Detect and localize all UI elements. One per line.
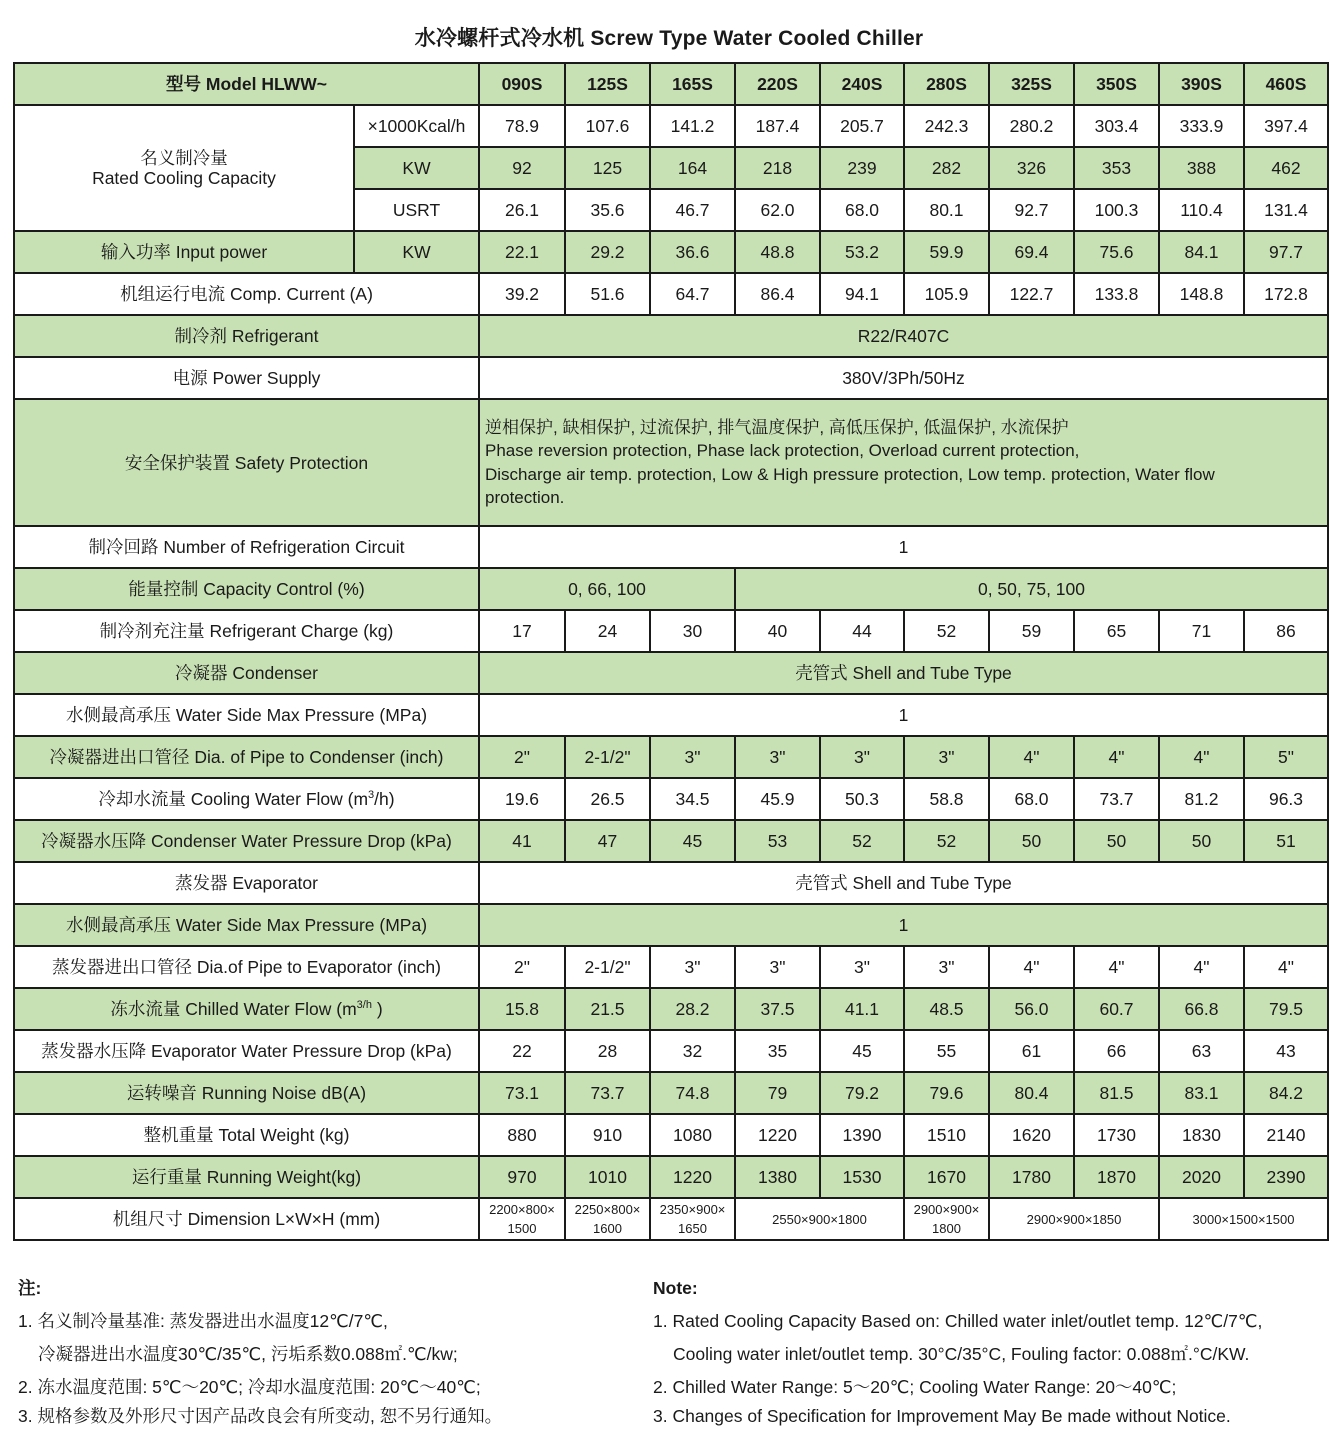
cell: 1510 bbox=[904, 1114, 989, 1156]
cell: 100.3 bbox=[1074, 189, 1159, 231]
cell: 205.7 bbox=[820, 105, 904, 147]
cell: 910 bbox=[565, 1114, 650, 1156]
cell: 133.8 bbox=[1074, 273, 1159, 315]
cooling-water-flow-label bbox=[14, 778, 479, 820]
refrigerant-label: 制冷剂 Refrigerant bbox=[14, 315, 479, 357]
cell: 107.6 bbox=[565, 105, 650, 147]
cell: 53.2 bbox=[820, 231, 904, 273]
cell: 28 bbox=[565, 1030, 650, 1072]
cell: 5" bbox=[1244, 736, 1328, 778]
cell: 79.5 bbox=[1244, 988, 1328, 1030]
cell: 2140 bbox=[1244, 1114, 1328, 1156]
evap-pressure-drop-label: 蒸发器水压降 Evaporator Water Pressure Drop (kPa) bbox=[14, 1030, 479, 1072]
cell: 78.9 bbox=[479, 105, 565, 147]
dimension-125s bbox=[565, 1198, 650, 1240]
cell: 41 bbox=[479, 820, 565, 862]
cell: 4" bbox=[989, 736, 1074, 778]
cell: 4" bbox=[1244, 946, 1328, 988]
cell: 880 bbox=[479, 1114, 565, 1156]
rated-cooling-label-en: Rated Cooling Capacity bbox=[92, 168, 276, 188]
cell: 4" bbox=[1074, 736, 1159, 778]
cell: 36.6 bbox=[650, 231, 735, 273]
cell: 79.6 bbox=[904, 1072, 989, 1114]
cell: 3" bbox=[904, 946, 989, 988]
model-220s: 220S bbox=[735, 63, 820, 105]
cell: 30 bbox=[650, 610, 735, 652]
cell: 1730 bbox=[1074, 1114, 1159, 1156]
condenser-value: 壳管式 Shell and Tube Type bbox=[479, 652, 1328, 694]
cell: 47 bbox=[565, 820, 650, 862]
cell: 280.2 bbox=[989, 105, 1074, 147]
cell: 2020 bbox=[1159, 1156, 1244, 1198]
cell: 52 bbox=[820, 820, 904, 862]
table-row bbox=[14, 778, 1328, 820]
notes-english bbox=[653, 1272, 1333, 1433]
note-en-1: 1. Rated Cooling Capacity Based on: Chilled water inlet/outlet temp. 12℃/7℃, bbox=[653, 1311, 1263, 1331]
cell: 333.9 bbox=[1159, 105, 1244, 147]
cell: 39.2 bbox=[479, 273, 565, 315]
dimension-220s-240s: 2550×900×1800 bbox=[735, 1198, 904, 1240]
cell: 24 bbox=[565, 610, 650, 652]
cell: 26.1 bbox=[479, 189, 565, 231]
dim-line: 2200×800× bbox=[489, 1202, 555, 1217]
note-cn-1: 1. 名义制冷量基准: 蒸发器进出水温度12℃/7℃, bbox=[18, 1311, 388, 1331]
cell: 2" bbox=[479, 946, 565, 988]
safety-line-cn: 逆相保护, 缺相保护, 过流保护, 排气温度保护, 高低压保护, 低温保护, 水流保护 bbox=[485, 417, 1069, 437]
cond-max-pressure-label: 水侧最高承压 Water Side Max Pressure (MPa) bbox=[14, 694, 479, 736]
cell: 2390 bbox=[1244, 1156, 1328, 1198]
table-row bbox=[14, 736, 1328, 778]
cell: 68.0 bbox=[820, 189, 904, 231]
cell: 3" bbox=[820, 736, 904, 778]
cell: 74.8 bbox=[650, 1072, 735, 1114]
model-350s: 350S bbox=[1074, 63, 1159, 105]
cell: 46.7 bbox=[650, 189, 735, 231]
cell: 32 bbox=[650, 1030, 735, 1072]
cell: 242.3 bbox=[904, 105, 989, 147]
cell: 326 bbox=[989, 147, 1074, 189]
cell: 59 bbox=[989, 610, 1074, 652]
dimension-label: 机组尺寸 Dimension L×W×H (mm) bbox=[14, 1198, 479, 1240]
cell: 53 bbox=[735, 820, 820, 862]
power-supply-label: 电源 Power Supply bbox=[14, 357, 479, 399]
cell: 462 bbox=[1244, 147, 1328, 189]
cell: 81.2 bbox=[1159, 778, 1244, 820]
cell: 86.4 bbox=[735, 273, 820, 315]
cell: 64.7 bbox=[650, 273, 735, 315]
cell: 970 bbox=[479, 1156, 565, 1198]
cond-pipe-label: 冷凝器进出口管径 Dia. of Pipe to Condenser (inch) bbox=[14, 736, 479, 778]
model-390s: 390S bbox=[1159, 63, 1244, 105]
dimension-165s bbox=[650, 1198, 735, 1240]
cell: 83.1 bbox=[1159, 1072, 1244, 1114]
cell: 73.7 bbox=[1074, 778, 1159, 820]
cell: 50 bbox=[1074, 820, 1159, 862]
cell: 22.1 bbox=[479, 231, 565, 273]
cell: 164 bbox=[650, 147, 735, 189]
cell: 172.8 bbox=[1244, 273, 1328, 315]
cell: 26.5 bbox=[565, 778, 650, 820]
label-text: 冻水流量 Chilled Water Flow (m bbox=[110, 999, 357, 1019]
condenser-label: 冷凝器 Condenser bbox=[14, 652, 479, 694]
table-row bbox=[14, 1072, 1328, 1114]
cell: 79.2 bbox=[820, 1072, 904, 1114]
cell: 1220 bbox=[735, 1114, 820, 1156]
cell: 397.4 bbox=[1244, 105, 1328, 147]
cell: 4" bbox=[1159, 946, 1244, 988]
cell: 44 bbox=[820, 610, 904, 652]
cell: 50.3 bbox=[820, 778, 904, 820]
cell: 65 bbox=[1074, 610, 1159, 652]
cell: 3" bbox=[820, 946, 904, 988]
circuits-label: 制冷回路 Number of Refrigeration Circuit bbox=[14, 526, 479, 568]
note-cn-3: 3. 规格参数及外形尺寸因产品改良会有所变动, 恕不另行通知。 bbox=[18, 1406, 503, 1426]
cell: 50 bbox=[989, 820, 1074, 862]
dim-line: 1600 bbox=[593, 1221, 622, 1236]
label-text: 冷却水流量 Cooling Water Flow (m bbox=[98, 789, 369, 809]
chilled-water-flow-label bbox=[14, 988, 479, 1030]
cell: 15.8 bbox=[479, 988, 565, 1030]
cell: 55 bbox=[904, 1030, 989, 1072]
cell: 62.0 bbox=[735, 189, 820, 231]
cell: 51.6 bbox=[565, 273, 650, 315]
cell: 1780 bbox=[989, 1156, 1074, 1198]
table-row bbox=[14, 820, 1328, 862]
cell: 21.5 bbox=[565, 988, 650, 1030]
cell: 19.6 bbox=[479, 778, 565, 820]
table-row bbox=[14, 231, 1328, 273]
cell: 45 bbox=[650, 820, 735, 862]
cell: 84.2 bbox=[1244, 1072, 1328, 1114]
safety-label: 安全保护装置 Safety Protection bbox=[14, 399, 479, 526]
cell: 58.8 bbox=[904, 778, 989, 820]
cell: 80.1 bbox=[904, 189, 989, 231]
table-row bbox=[14, 526, 1328, 568]
unit-usrt: USRT bbox=[354, 189, 479, 231]
cell: 3" bbox=[904, 736, 989, 778]
cell: 3" bbox=[735, 946, 820, 988]
cell: 3" bbox=[650, 946, 735, 988]
cell: 17 bbox=[479, 610, 565, 652]
table-row bbox=[14, 357, 1328, 399]
noise-label: 运转噪音 Running Noise dB(A) bbox=[14, 1072, 479, 1114]
table-row bbox=[14, 1156, 1328, 1198]
model-280s: 280S bbox=[904, 63, 989, 105]
model-label: 型号 Model HLWW~ bbox=[14, 63, 479, 105]
comp-current-label: 机组运行电流 Comp. Current (A) bbox=[14, 273, 479, 315]
cell: 2-1/2" bbox=[565, 946, 650, 988]
spec-table bbox=[13, 62, 1329, 1241]
cell: 4" bbox=[989, 946, 1074, 988]
refrigerant-charge-label: 制冷剂充注量 Refrigerant Charge (kg) bbox=[14, 610, 479, 652]
unit-kcal: ×1000Kcal/h bbox=[354, 105, 479, 147]
total-weight-label: 整机重量 Total Weight (kg) bbox=[14, 1114, 479, 1156]
model-460s: 460S bbox=[1244, 63, 1328, 105]
cell: 45.9 bbox=[735, 778, 820, 820]
cell: 59.9 bbox=[904, 231, 989, 273]
cell: 3" bbox=[735, 736, 820, 778]
cell: 3" bbox=[650, 736, 735, 778]
cell: 1220 bbox=[650, 1156, 735, 1198]
cell: 56.0 bbox=[989, 988, 1074, 1030]
dim-line: 1800 bbox=[932, 1221, 961, 1236]
cell: 2" bbox=[479, 736, 565, 778]
cell: 4" bbox=[1074, 946, 1159, 988]
safety-line-en: Discharge air temp. protection, Low & High pressure protection, Low temp. protection, Water flow bbox=[485, 464, 1215, 484]
table-row bbox=[14, 568, 1328, 610]
unit-kw: KW bbox=[354, 147, 479, 189]
note-cn-1-cont: 冷凝器进出水温度30℃/35℃, 污垢系数0.088㎡.℃/kw; bbox=[38, 1344, 458, 1364]
cell: 105.9 bbox=[904, 273, 989, 315]
evaporator-value: 壳管式 Shell and Tube Type bbox=[479, 862, 1328, 904]
cell: 52 bbox=[904, 610, 989, 652]
cell: 1010 bbox=[565, 1156, 650, 1198]
cell: 92.7 bbox=[989, 189, 1074, 231]
cell: 187.4 bbox=[735, 105, 820, 147]
cell: 29.2 bbox=[565, 231, 650, 273]
table-row bbox=[14, 946, 1328, 988]
cell: 37.5 bbox=[735, 988, 820, 1030]
cell: 1620 bbox=[989, 1114, 1074, 1156]
cell: 1670 bbox=[904, 1156, 989, 1198]
label-sup: 3/h bbox=[356, 999, 372, 1012]
cell: 71 bbox=[1159, 610, 1244, 652]
notes-cn-heading: 注: bbox=[18, 1278, 42, 1298]
cell: 61 bbox=[989, 1030, 1074, 1072]
cell: 122.7 bbox=[989, 273, 1074, 315]
header-row bbox=[14, 63, 1328, 105]
note-cn-2: 2. 冻水温度范围: 5℃～20℃; 冷却水温度范围: 20℃～40℃; bbox=[18, 1377, 481, 1397]
table-row bbox=[14, 105, 1328, 147]
cell: 148.8 bbox=[1159, 273, 1244, 315]
evap-max-pressure-value: 1 bbox=[479, 904, 1328, 946]
table-row bbox=[14, 1198, 1328, 1240]
cell: 97.7 bbox=[1244, 231, 1328, 273]
table-row bbox=[14, 652, 1328, 694]
cell: 388 bbox=[1159, 147, 1244, 189]
cell: 353 bbox=[1074, 147, 1159, 189]
capacity-control-value-b: 0, 50, 75, 100 bbox=[735, 568, 1328, 610]
power-supply-value: 380V/3Ph/50Hz bbox=[479, 357, 1328, 399]
safety-line-en: Phase reversion protection, Phase lack protection, Overload current protection, bbox=[485, 441, 1080, 460]
notes-en-heading: Note: bbox=[653, 1278, 698, 1298]
cell: 75.6 bbox=[1074, 231, 1159, 273]
cell: 51 bbox=[1244, 820, 1328, 862]
cell: 81.5 bbox=[1074, 1072, 1159, 1114]
model-240s: 240S bbox=[820, 63, 904, 105]
cell: 41.1 bbox=[820, 988, 904, 1030]
capacity-control-label: 能量控制 Capacity Control (%) bbox=[14, 568, 479, 610]
cell: 1870 bbox=[1074, 1156, 1159, 1198]
cell: 73.1 bbox=[479, 1072, 565, 1114]
cell: 48.8 bbox=[735, 231, 820, 273]
table-row bbox=[14, 904, 1328, 946]
label-sup: 3 bbox=[368, 789, 375, 802]
label-tail: /h) bbox=[374, 789, 395, 809]
evap-pipe-label: 蒸发器进出口管径 Dia.of Pipe to Evaporator (inch) bbox=[14, 946, 479, 988]
unit-kw: KW bbox=[354, 231, 479, 273]
safety-value bbox=[479, 399, 1328, 526]
rated-cooling-label bbox=[14, 105, 354, 231]
dimension-390s-460s: 3000×1500×1500 bbox=[1159, 1198, 1328, 1240]
dimension-090s bbox=[479, 1198, 565, 1240]
rated-cooling-label-cn: 名义制冷量 bbox=[140, 148, 228, 168]
dimension-325s-350s: 2900×900×1850 bbox=[989, 1198, 1159, 1240]
cell: 35.6 bbox=[565, 189, 650, 231]
dim-line: 2900×900× bbox=[913, 1202, 980, 1217]
model-125s: 125S bbox=[565, 63, 650, 105]
notes-chinese bbox=[18, 1272, 638, 1433]
evaporator-label: 蒸发器 Evaporator bbox=[14, 862, 479, 904]
cell: 1530 bbox=[820, 1156, 904, 1198]
dim-line: 2350×900× bbox=[659, 1202, 726, 1217]
cell: 218 bbox=[735, 147, 820, 189]
cell: 110.4 bbox=[1159, 189, 1244, 231]
cell: 22 bbox=[479, 1030, 565, 1072]
cell: 79 bbox=[735, 1072, 820, 1114]
cell: 68.0 bbox=[989, 778, 1074, 820]
cell: 1830 bbox=[1159, 1114, 1244, 1156]
model-325s: 325S bbox=[989, 63, 1074, 105]
note-en-3: 3. Changes of Specification for Improvement May Be made without Notice. bbox=[653, 1406, 1231, 1426]
input-power-label: 输入功率 Input power bbox=[14, 231, 354, 273]
cell: 66 bbox=[1074, 1030, 1159, 1072]
cell: 28.2 bbox=[650, 988, 735, 1030]
capacity-control-value-a: 0, 66, 100 bbox=[479, 568, 735, 610]
table-row bbox=[14, 399, 1328, 526]
cell: 52 bbox=[904, 820, 989, 862]
cell: 131.4 bbox=[1244, 189, 1328, 231]
cell: 86 bbox=[1244, 610, 1328, 652]
cell: 34.5 bbox=[650, 778, 735, 820]
cell: 69.4 bbox=[989, 231, 1074, 273]
table-row bbox=[14, 1114, 1328, 1156]
dim-line: 1500 bbox=[507, 1221, 537, 1236]
cond-pressure-drop-label: 冷凝器水压降 Condenser Water Pressure Drop (kPa) bbox=[14, 820, 479, 862]
table-row bbox=[14, 1030, 1328, 1072]
cell: 4" bbox=[1159, 736, 1244, 778]
dimension-280s bbox=[904, 1198, 989, 1240]
circuits-value: 1 bbox=[479, 526, 1328, 568]
cell: 84.1 bbox=[1159, 231, 1244, 273]
model-090s: 090S bbox=[479, 63, 565, 105]
cell: 48.5 bbox=[904, 988, 989, 1030]
table-row bbox=[14, 988, 1328, 1030]
note-en-2: 2. Chilled Water Range: 5～20℃; Cooling Water Range: 20～40℃; bbox=[653, 1377, 1177, 1397]
cell: 1390 bbox=[820, 1114, 904, 1156]
cell: 45 bbox=[820, 1030, 904, 1072]
cell: 80.4 bbox=[989, 1072, 1074, 1114]
dim-line: 2250×800× bbox=[574, 1202, 641, 1217]
cell: 92 bbox=[479, 147, 565, 189]
cell: 239 bbox=[820, 147, 904, 189]
cond-max-pressure-value: 1 bbox=[479, 694, 1328, 736]
cell: 73.7 bbox=[565, 1072, 650, 1114]
cell: 35 bbox=[735, 1030, 820, 1072]
table-row bbox=[14, 273, 1328, 315]
cell: 43 bbox=[1244, 1030, 1328, 1072]
evap-max-pressure-label: 水侧最高承压 Water Side Max Pressure (MPa) bbox=[14, 904, 479, 946]
note-en-1-cont: Cooling water inlet/outlet temp. 30°C/35°C, Fouling factor: 0.088㎡.°C/KW. bbox=[673, 1344, 1250, 1364]
table-row bbox=[14, 610, 1328, 652]
label-tail: ) bbox=[371, 999, 383, 1019]
cell: 141.2 bbox=[650, 105, 735, 147]
cell: 60.7 bbox=[1074, 988, 1159, 1030]
page-title: 水冷螺杆式冷水机 Screw Type Water Cooled Chiller bbox=[414, 27, 924, 50]
table-row bbox=[14, 862, 1328, 904]
cell: 1080 bbox=[650, 1114, 735, 1156]
cell: 1380 bbox=[735, 1156, 820, 1198]
cell: 282 bbox=[904, 147, 989, 189]
table-row bbox=[14, 315, 1328, 357]
cell: 94.1 bbox=[820, 273, 904, 315]
safety-line-en: protection. bbox=[485, 488, 565, 507]
cell: 125 bbox=[565, 147, 650, 189]
running-weight-label: 运行重量 Running Weight(kg) bbox=[14, 1156, 479, 1198]
table-row bbox=[14, 694, 1328, 736]
cell: 50 bbox=[1159, 820, 1244, 862]
model-165s: 165S bbox=[650, 63, 735, 105]
cell: 303.4 bbox=[1074, 105, 1159, 147]
dim-line: 1650 bbox=[678, 1221, 707, 1236]
cell: 96.3 bbox=[1244, 778, 1328, 820]
cell: 63 bbox=[1159, 1030, 1244, 1072]
cell: 40 bbox=[735, 610, 820, 652]
cell: 2-1/2" bbox=[565, 736, 650, 778]
cell: 66.8 bbox=[1159, 988, 1244, 1030]
refrigerant-value: R22/R407C bbox=[479, 315, 1328, 357]
